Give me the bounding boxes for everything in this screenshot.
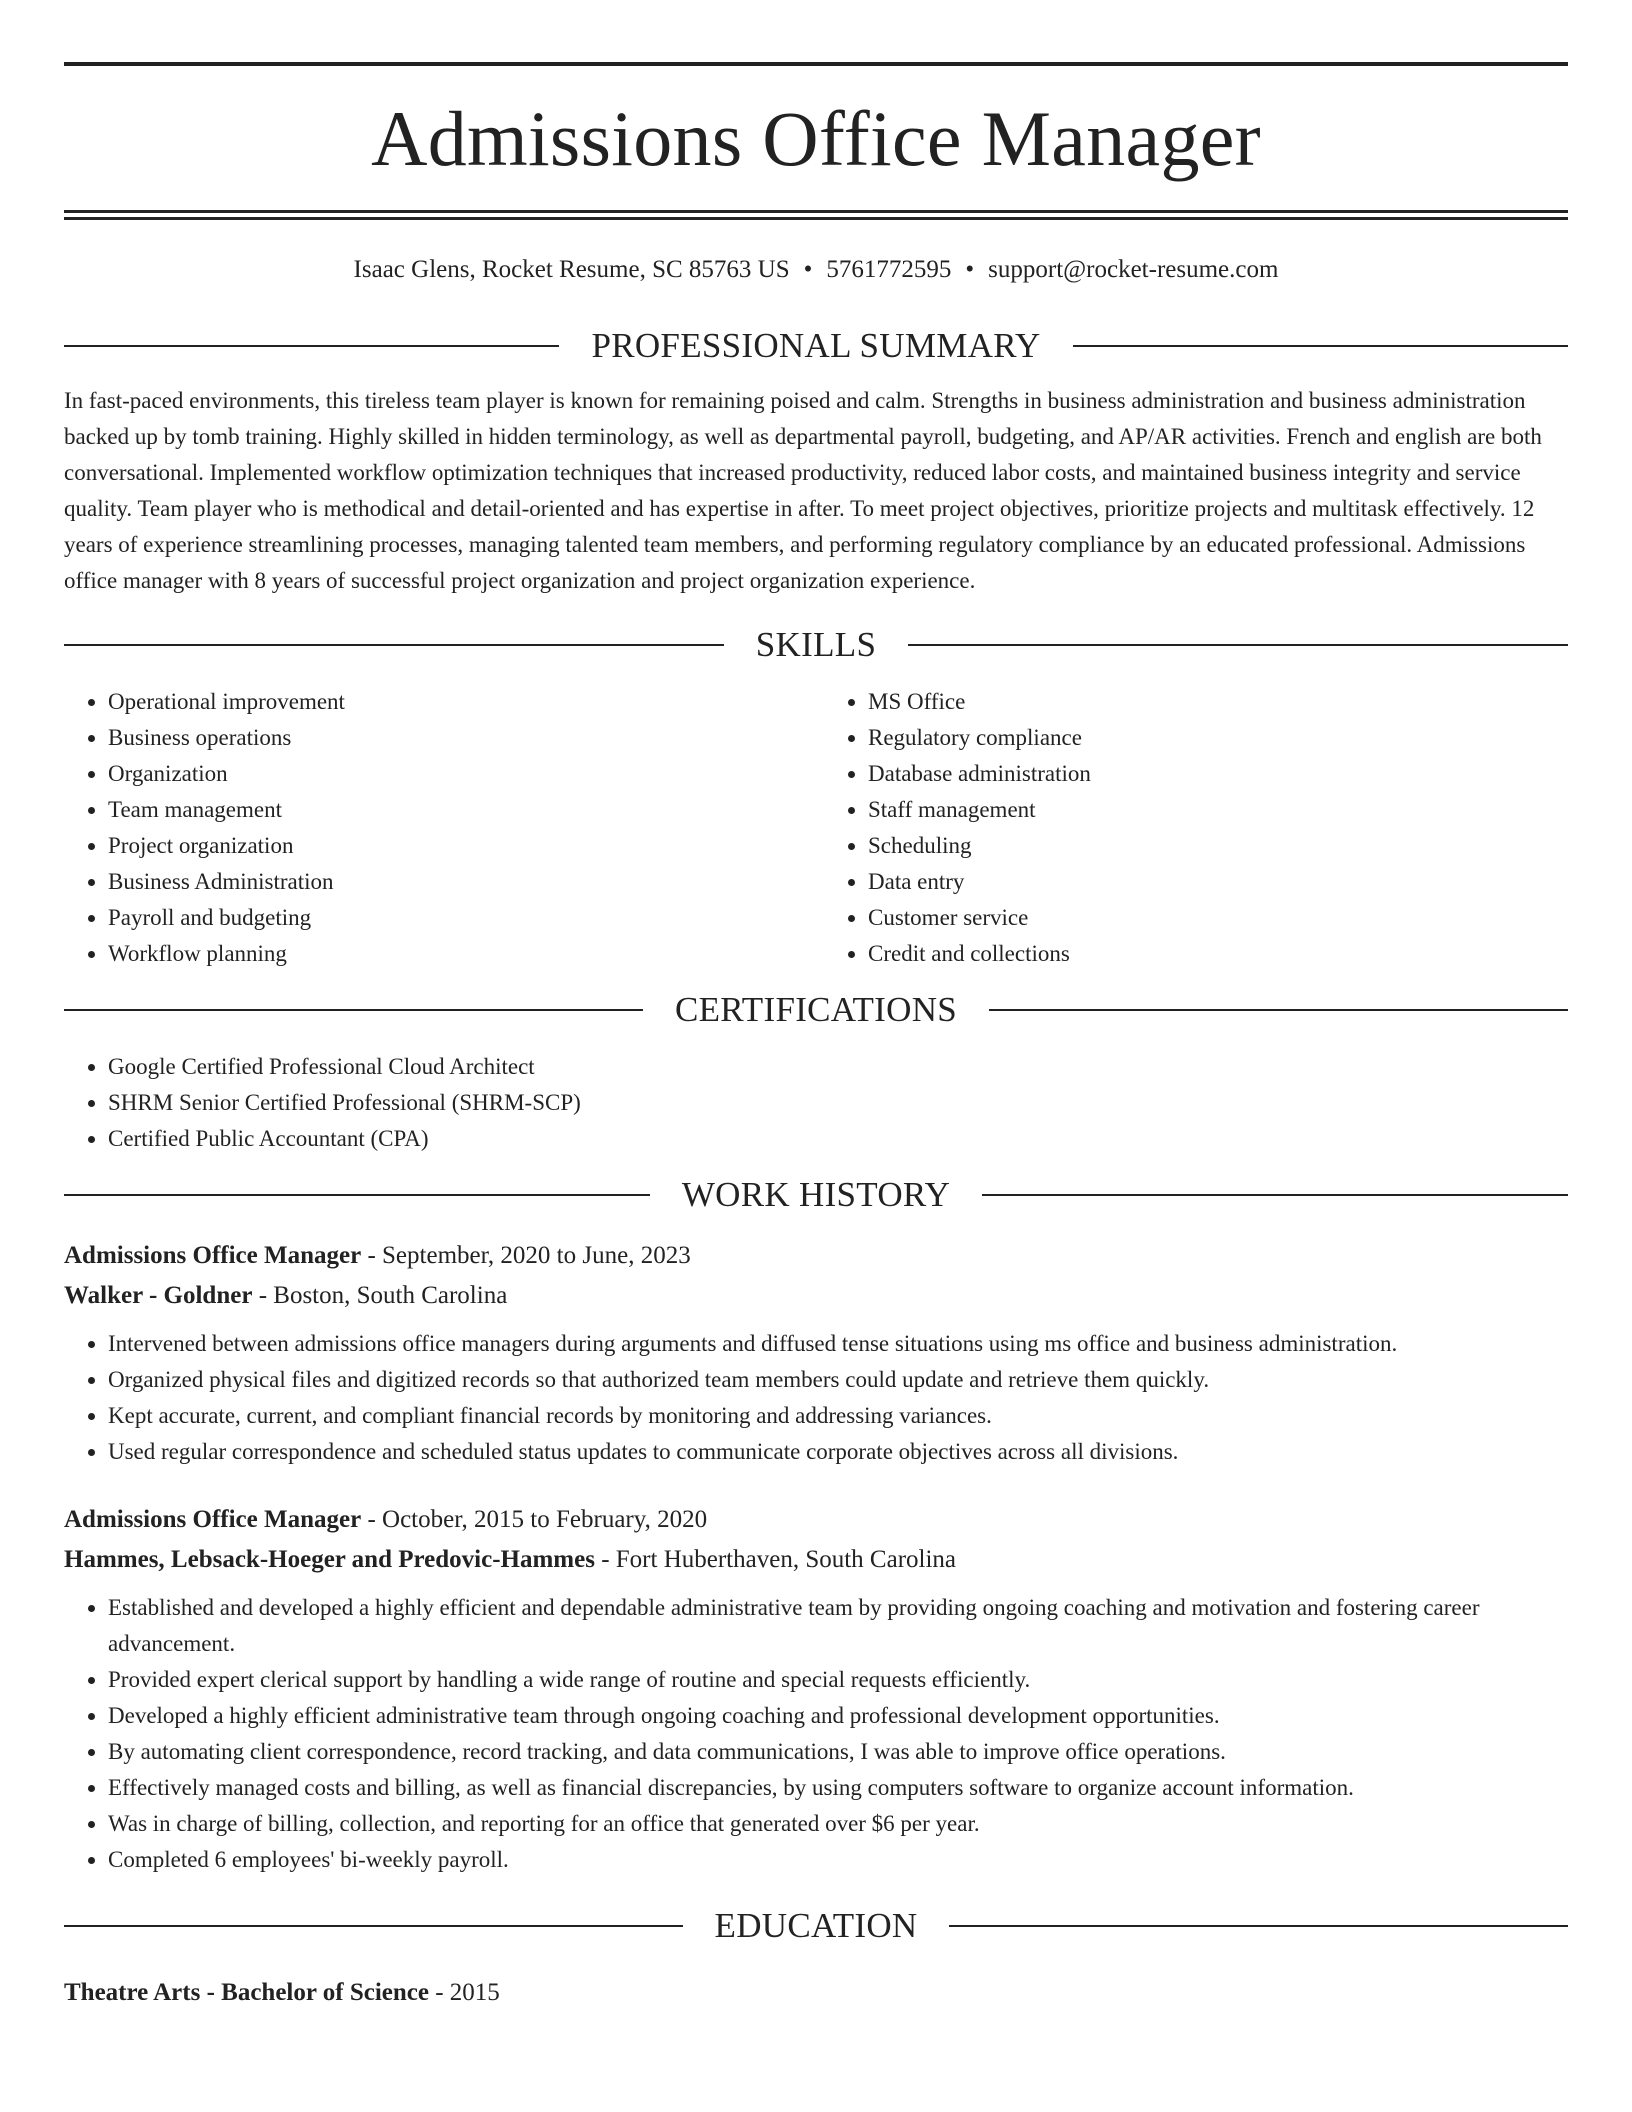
section-header-work	[64, 1177, 1568, 1212]
education-degree: Theatre Arts - Bachelor of Science	[64, 1979, 429, 2006]
job-bullet: • Intervened between admissions office managers during arguments and diffused tense situations using ms office and business administration.	[108, 1326, 1568, 1362]
job-bullet: • Was in charge of billing, collection, and reporting for an office that generated over $6 per year.	[108, 1806, 1568, 1842]
skill-item: • Payroll and budgeting	[108, 900, 808, 936]
skills-list-left	[64, 684, 808, 972]
job-company: Hammes, Lebsack-Hoeger and Predovic-Hammes	[64, 1546, 595, 1573]
job-bullet: • Provided expert clerical support by handling a wide range of routine and special requests efficiently.	[108, 1662, 1568, 1698]
job-bullets	[64, 1590, 1568, 1878]
job-company-line	[64, 1276, 1568, 1316]
contact-separator: •	[803, 256, 813, 283]
skill-item: • Business operations	[108, 720, 808, 756]
job-dates: - October, 2015 to February, 2020	[361, 1506, 708, 1533]
job-company-line	[64, 1540, 1568, 1580]
resume-title: Admissions Office Manager	[371, 95, 1261, 182]
certification-item: • Google Certified Professional Cloud Architect	[108, 1049, 1568, 1085]
education-year: - 2015	[428, 1979, 500, 2006]
certification-item: • SHRM Senior Certified Professional (SHRM-SCP)	[108, 1085, 1568, 1121]
skill-item: • Data entry	[868, 864, 1568, 900]
section-title-certifications: CERTIFICATIONS	[674, 990, 958, 1029]
top-rule	[64, 62, 1568, 66]
job-company: Walker - Goldner	[64, 1282, 253, 1309]
skill-item: • Staff management	[868, 792, 1568, 828]
certification-item: • Certified Public Accountant (CPA)	[108, 1121, 1568, 1157]
contact-line	[64, 256, 1568, 284]
job-location: - Fort Huberthaven, South Carolina	[594, 1546, 957, 1573]
certifications-block	[64, 1049, 1568, 1157]
contact-separator: •	[965, 256, 975, 283]
job-dates: - September, 2020 to June, 2023	[361, 1242, 691, 1269]
section-title-summary: PROFESSIONAL SUMMARY	[591, 326, 1041, 365]
divider-line	[949, 1925, 1568, 1927]
job-title: Admissions Office Manager	[64, 1506, 362, 1533]
section-title-education: EDUCATION	[714, 1906, 918, 1945]
divider-line	[64, 1925, 683, 1927]
divider-line	[64, 1194, 650, 1196]
skill-item: • Business Administration	[108, 864, 808, 900]
job-location: - Boston, South Carolina	[252, 1282, 508, 1309]
job-bullet: • By automating client correspondence, record tracking, and data communications, I was able to improve office operations.	[108, 1734, 1568, 1770]
job-entry	[64, 1236, 1568, 1470]
job-bullet: • Established and developed a highly efficient and dependable administrative team by providing ongoing coaching and motivation and fostering career advancement.	[108, 1590, 1568, 1662]
skill-item: • Database administration	[868, 756, 1568, 792]
job-bullet: • Developed a highly efficient administrative team through ongoing coaching and professional development opportunities.	[108, 1698, 1568, 1734]
section-title-skills: SKILLS	[755, 625, 877, 664]
skills-columns	[64, 684, 1568, 972]
job-title: Admissions Office Manager	[64, 1242, 362, 1269]
contact-email: support@rocket-resume.com	[988, 256, 1279, 283]
job-bullet: • Organized physical files and digitized records so that authorized team members could update and retrieve them quickly.	[108, 1362, 1568, 1398]
title-double-rule	[64, 210, 1568, 220]
skill-item: • Credit and collections	[868, 936, 1568, 972]
skill-item: • Operational improvement	[108, 684, 808, 720]
skill-item: • Customer service	[868, 900, 1568, 936]
section-header-certifications	[64, 992, 1568, 1027]
divider-line	[64, 1009, 643, 1011]
summary-text: In fast-paced environments, this tireless team player is known for remaining poised and calm. Strengths in business administration and business administration backed up by tomb training. Highly skilled in hidden terminology, as well as departmental payroll, budgeting, and AP/AR activities. French and english are both conversational. Implemented workflow optimization techniques that increased productivity, reduced labor costs, and maintained business integrity and service quality. Team player who is methodical and detail-oriented and has expertise in after. To meet project objectives, prioritize projects and multitask effectively. 12 years of experience streamlining processes, managing talented team members, and performing regulatory compliance by an educated professional. Admissions office manager with 8 years of successful project organization and project organization experience.	[64, 388, 1542, 593]
skill-item: • Project organization	[108, 828, 808, 864]
divider-line	[1073, 345, 1568, 347]
job-bullet: • Effectively managed costs and billing, as well as financial discrepancies, by using computers software to organize account information.	[108, 1770, 1568, 1806]
skill-item: • MS Office	[868, 684, 1568, 720]
skill-item: • Scheduling	[868, 828, 1568, 864]
job-entry	[64, 1500, 1568, 1878]
divider-line	[64, 345, 559, 347]
resume-content	[64, 62, 1568, 2013]
job-bullets	[64, 1326, 1568, 1470]
skill-item: • Regulatory compliance	[868, 720, 1568, 756]
skill-item: • Workflow planning	[108, 936, 808, 972]
contact-address: Isaac Glens, Rocket Resume, SC 85763 US	[353, 256, 790, 283]
certifications-list	[64, 1049, 1568, 1157]
education-entry	[64, 1973, 1568, 2013]
divider-line	[989, 1009, 1568, 1011]
job-title-line	[64, 1236, 1568, 1276]
section-header-skills	[64, 627, 1568, 662]
job-bullet: • Used regular correspondence and scheduled status updates to communicate corporate objectives across all divisions.	[108, 1434, 1568, 1470]
section-title-work: WORK HISTORY	[681, 1175, 951, 1214]
divider-line	[982, 1194, 1568, 1196]
contact-phone: 5761772595	[826, 256, 952, 283]
skill-item: • Organization	[108, 756, 808, 792]
skill-item: • Team management	[108, 792, 808, 828]
section-header-summary	[64, 328, 1568, 363]
divider-line	[64, 644, 724, 646]
job-title-line	[64, 1500, 1568, 1540]
job-bullet: • Kept accurate, current, and compliant financial records by monitoring and addressing variances.	[108, 1398, 1568, 1434]
divider-line	[908, 644, 1568, 646]
section-header-education	[64, 1908, 1568, 1943]
skills-list-right	[808, 684, 1568, 972]
job-bullet: • Completed 6 employees' bi-weekly payroll.	[108, 1842, 1568, 1878]
